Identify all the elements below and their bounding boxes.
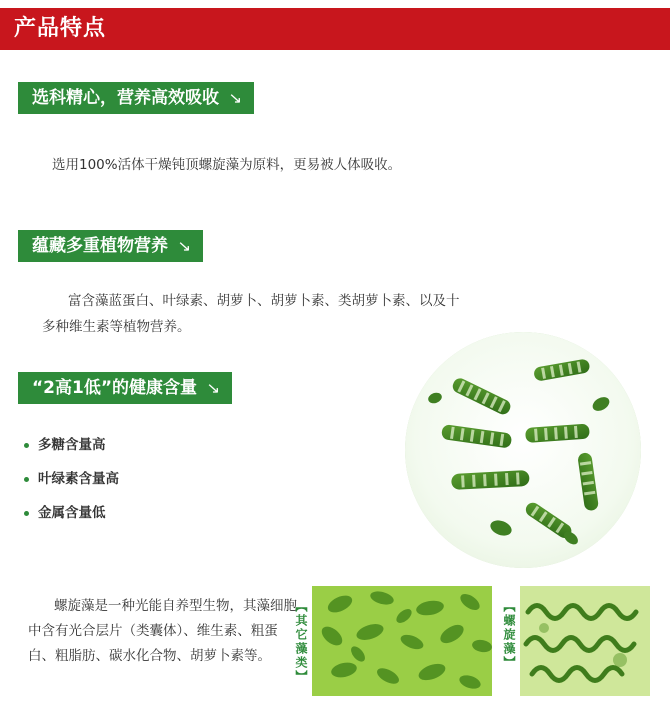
spirulina-artwork <box>520 586 650 696</box>
arrow-down-right-icon: ↘ <box>206 379 221 397</box>
section-heading-1-label: 选科精心，营养高效吸收 <box>32 88 219 108</box>
other-algae-artwork <box>312 586 492 696</box>
arrow-down-right-icon: ↘ <box>177 237 192 255</box>
page-title: 产品特点 <box>14 16 107 41</box>
section-body-2: 富含藻蓝蛋白、叶绿素、胡萝卜、胡萝卜素、类胡萝卜素、以及十多种维生素等植物营养。 <box>42 293 460 335</box>
caption-spirulina: 【螺旋藻】 <box>502 600 516 670</box>
section-heading-2 <box>18 230 203 262</box>
section-heading-3 <box>18 372 232 404</box>
round-photo-artwork <box>405 332 641 568</box>
list-item: 金属含量低 <box>22 496 119 530</box>
feature-bullet-list <box>22 428 119 530</box>
spirulina-photo <box>520 586 650 696</box>
page-header-bar <box>0 8 670 50</box>
section-heading-1 <box>18 82 254 114</box>
other-algae-photo <box>312 586 492 696</box>
section-body-1: 选用100%活体干燥钝顶螺旋藻为原料，更易被人体吸收。 <box>52 157 402 173</box>
spirulina-microscope-round-photo <box>405 332 641 568</box>
footer-paragraph: 螺旋藻是一种光能自养型生物，其藻细胞中含有光合层片（类囊体）、维生素、粗蛋白、粗脂肪、碳水化合物、胡萝卜素等。 <box>28 598 297 664</box>
arrow-down-right-icon: ↘ <box>228 89 243 107</box>
list-item: 多糖含量高 <box>22 428 119 462</box>
list-item: 叶绿素含量高 <box>22 462 119 496</box>
caption-other-algae: 【其它藻类】 <box>294 600 308 684</box>
section-heading-2-label: 蕴藏多重植物营养 <box>32 236 168 256</box>
section-heading-3-label: “2高1低”的健康含量 <box>32 378 198 398</box>
